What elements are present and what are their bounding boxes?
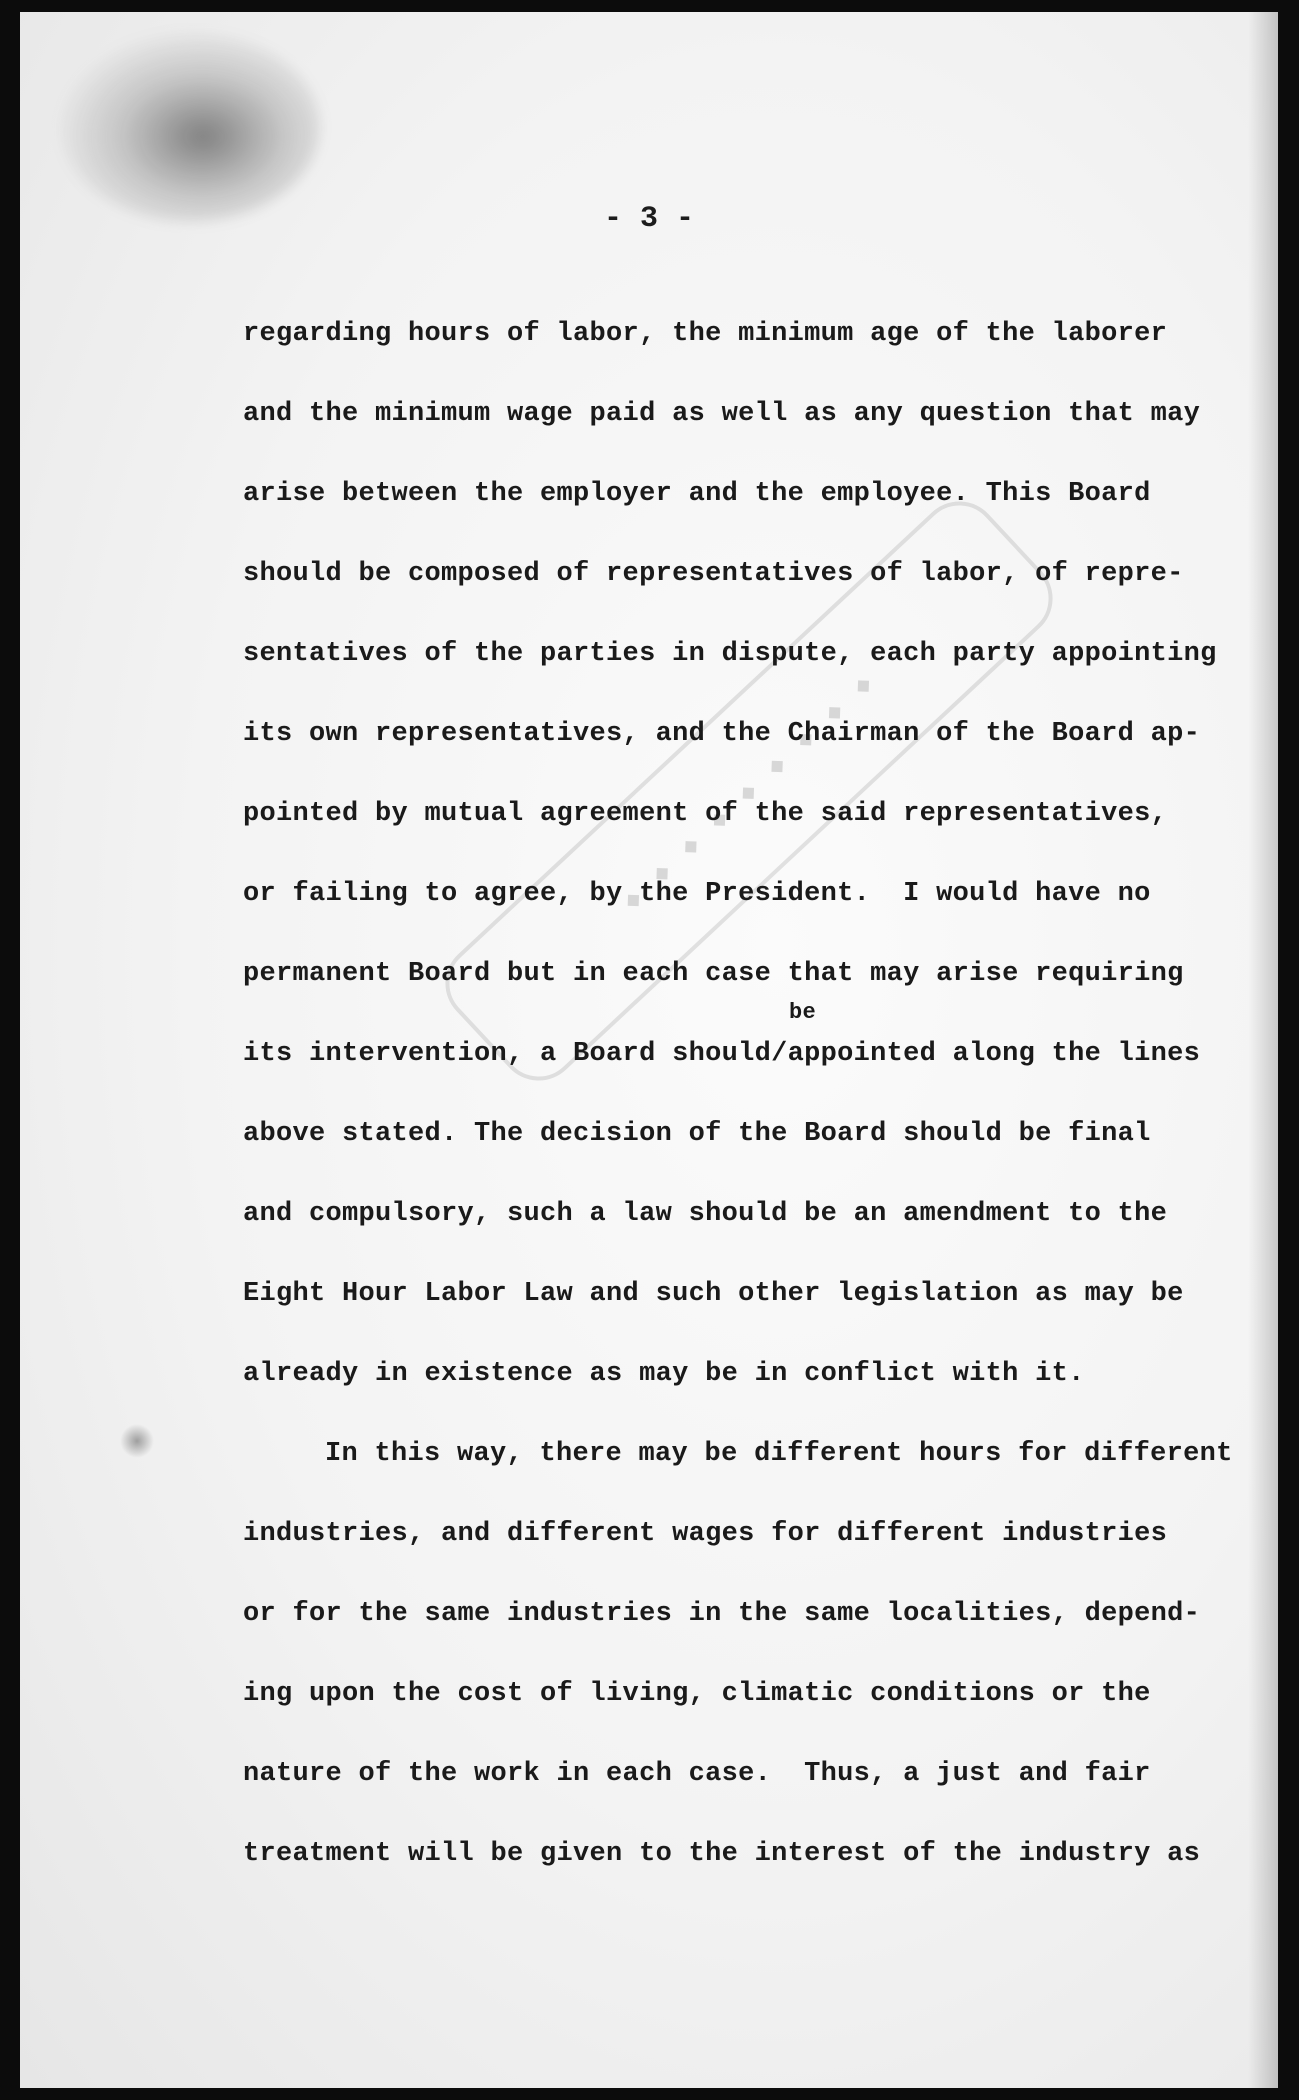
ink-smudge [60, 32, 320, 222]
text-line: ing upon the cost of living, climatic conditions or the [243, 1679, 1151, 1709]
text-line: arise between the employer and the employee. This Board [243, 479, 1151, 509]
text-line: regarding hours of labor, the minimum age of the laborer [243, 319, 1168, 349]
text-line: sentatives of the parties in dispute, each party appointing [243, 639, 1217, 669]
text-line: its own representatives, and the Chairman of the Board ap- [243, 719, 1201, 749]
text-line: or failing to agree, by the President. I would have no [243, 879, 1151, 909]
text-line-with-insert [243, 1000, 1233, 1108]
text-line: should be composed of representatives of labor, of repre- [243, 559, 1184, 589]
handwritten-insert: be [789, 1000, 817, 1025]
text-line: pointed by mutual agreement of the said representatives, [243, 799, 1168, 829]
text-line: its intervention, a Board should/appointed along the lines [243, 1039, 1201, 1069]
text-line: above stated. The decision of the Board should be final [243, 1119, 1151, 1149]
text-line: or for the same industries in the same localities, depend- [243, 1599, 1201, 1629]
faded-declassification-stamp: ◆ ◆ ◆ ◆ ◆ ◆ ◆ ◆ ◆ [429, 485, 1069, 1097]
document-page [20, 12, 1278, 2088]
text-line: Eight Hour Labor Law and such other legislation as may be [243, 1279, 1184, 1309]
text-line: and the minimum wage paid as well as any question that may [243, 399, 1201, 429]
paper-speck [120, 1424, 154, 1458]
page-edge-shadow [1248, 12, 1278, 2088]
text-line: permanent Board but in each case that may arise requiring [243, 959, 1184, 989]
text-line: In this way, there may be different hours for different [325, 1439, 1233, 1469]
text-line: treatment will be given to the interest of the industry as [243, 1839, 1201, 1869]
text-line: industries, and different wages for different industries [243, 1519, 1168, 1549]
text-line: and compulsory, such a law should be an amendment to the [243, 1199, 1168, 1229]
text-line: nature of the work in each case. Thus, a just and fair [243, 1759, 1151, 1789]
typed-text-body [243, 308, 1233, 1908]
text-line: already in existence as may be in conflict with it. [243, 1359, 1085, 1389]
page-number: - 3 - [603, 202, 694, 236]
